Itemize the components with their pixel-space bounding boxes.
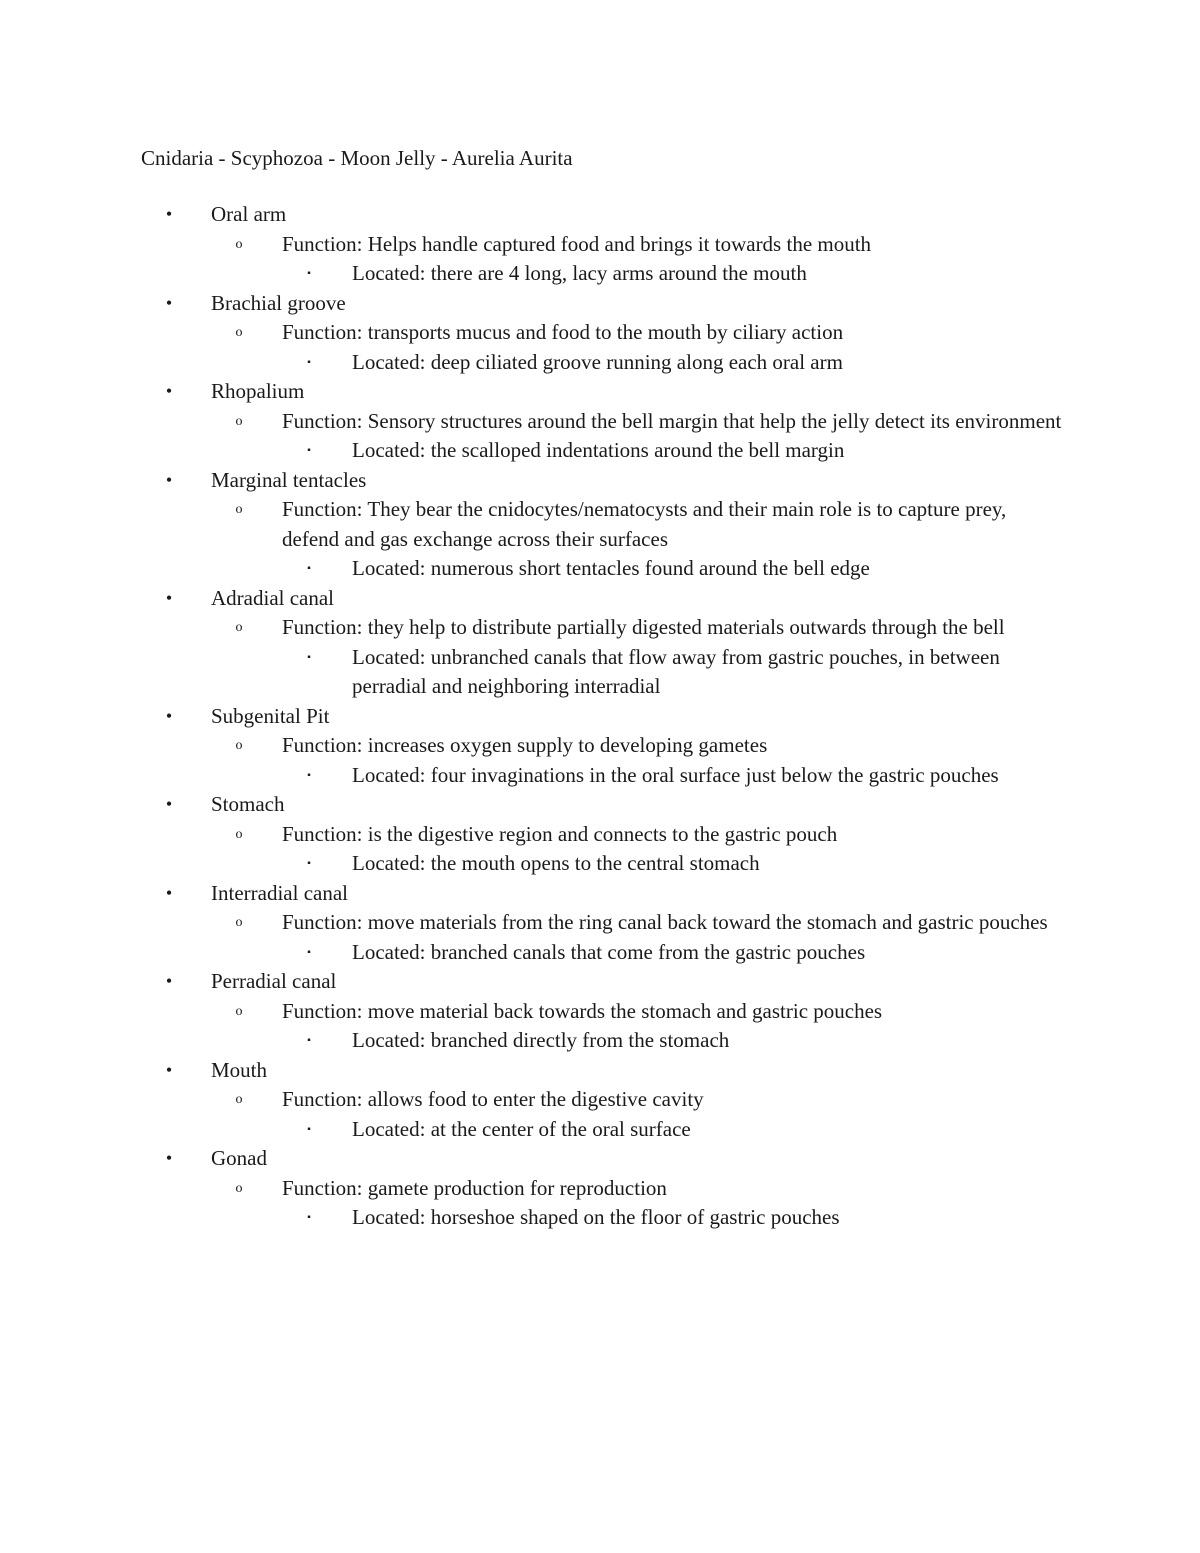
level2-bullet: o: [235, 915, 243, 930]
function-item: [0, 820, 1200, 879]
outline-item-oral-arm: [0, 200, 1200, 289]
outline-item-gonad: [0, 1144, 1200, 1233]
located-item: [0, 643, 1200, 702]
outline-item-mouth: [0, 1056, 1200, 1145]
document-title: Cnidaria - Scyphozoa - Moon Jelly - Aurelia Aurita: [141, 146, 573, 170]
outline-item-adradial-canal: [0, 584, 1200, 702]
located-text: Located: at the center of the oral surface: [352, 1116, 691, 1141]
term-label: Brachial groove: [211, 290, 346, 315]
function-item: [0, 495, 1200, 584]
located-item: [0, 348, 1200, 378]
outline-item-subgenital-pit: [0, 702, 1200, 791]
level2-bullet: o: [235, 826, 243, 842]
located-item: [0, 259, 1200, 289]
function-item: [0, 997, 1200, 1056]
located-text: Located: horseshoe shaped on the floor of gastric pouches: [352, 1205, 840, 1229]
level2-bullet: o: [235, 1003, 243, 1019]
located-text: Located: branched directly from the stomach: [352, 1028, 730, 1052]
term-label: Perradial canal: [211, 969, 337, 993]
located-text: Located: there are 4 long, lacy arms around the mouth: [352, 261, 807, 285]
function-item: [0, 230, 1200, 289]
function-text: Function: They bear the cnidocytes/nematocysts and their main role is to capture prey, defend and gas exchange across their surfaces: [282, 497, 1007, 551]
level3-bullet: ▪: [307, 563, 311, 574]
term-label: Interradial canal: [211, 880, 348, 905]
located-item: [0, 436, 1200, 466]
function-text: Function: they help to distribute partially digested materials outwards through the bell: [282, 615, 1005, 639]
located-item: [0, 761, 1200, 791]
term-label: Mouth: [211, 1057, 268, 1082]
level3-bullet: ▪: [307, 651, 311, 663]
level2-bullet: o: [235, 502, 243, 517]
located-item: [0, 938, 1200, 968]
located-text: Located: the mouth opens to the central stomach: [352, 851, 760, 875]
located-text: Located: four invaginations in the oral surface just below the gastric pouches: [352, 762, 999, 787]
level2-bullet: o: [235, 1092, 243, 1107]
function-item: [0, 318, 1200, 377]
outline-item-interradial-canal: [0, 879, 1200, 968]
function-item: [0, 407, 1200, 466]
level3-bullet: ▪: [307, 356, 311, 368]
level1-bullet: •: [165, 705, 173, 726]
located-text: Located: branched canals that come from the gastric pouches: [352, 939, 866, 964]
level3-bullet: ▪: [307, 858, 311, 869]
function-text: Function: gamete production for reproduction: [282, 1175, 667, 1200]
level2-bullet: o: [235, 236, 243, 252]
level3-bullet: ▪: [307, 946, 311, 958]
outline-list: [0, 200, 1200, 1233]
function-item: [0, 1174, 1200, 1233]
term-label: Subgenital Pit: [211, 703, 330, 728]
level1-bullet: •: [165, 381, 173, 401]
outline-item-rhopalium: [0, 377, 1200, 466]
located-item: [0, 849, 1200, 879]
level3-bullet: ▪: [307, 769, 311, 781]
term-label: Adradial canal: [211, 585, 335, 610]
function-item: [0, 908, 1200, 967]
function-item: [0, 731, 1200, 790]
function-text: Function: move materials from the ring canal back toward the stomach and gastric pouches: [282, 910, 1048, 934]
level1-bullet: •: [165, 587, 173, 608]
function-text: Function: increases oxygen supply to developing gametes: [282, 733, 768, 757]
outline-item-brachial-groove: [0, 289, 1200, 378]
term-label: Oral arm: [211, 202, 287, 226]
level3-bullet: ▪: [307, 268, 311, 279]
function-item: [0, 1085, 1200, 1144]
level1-bullet: •: [165, 469, 173, 490]
term-label: Gonad: [211, 1146, 267, 1170]
located-text: Located: numerous short tentacles found around the bell edge: [352, 556, 870, 580]
function-text: Function: transports mucus and food to the mouth by ciliary action: [282, 320, 844, 344]
function-text: Function: allows food to enter the digestive cavity: [282, 1087, 704, 1111]
located-item: [0, 1026, 1200, 1056]
outline-item-perradial-canal: [0, 967, 1200, 1056]
located-text: Located: unbranched canals that flow away from gastric pouches, in between perradial and neighboring interradial: [352, 644, 1000, 698]
level2-bullet: o: [235, 738, 243, 753]
level2-bullet: o: [235, 620, 243, 635]
level1-bullet: •: [165, 1059, 173, 1080]
level1-bullet: •: [165, 794, 173, 814]
located-text: Located: deep ciliated groove running along each oral arm: [352, 349, 843, 374]
function-text: Function: is the digestive region and connects to the gastric pouch: [282, 821, 838, 846]
located-item: [0, 1115, 1200, 1145]
function-text: Function: Sensory structures around the bell margin that help the jelly detect its environment: [282, 408, 1062, 433]
level2-bullet: o: [235, 1180, 243, 1196]
level1-bullet: •: [165, 971, 173, 991]
level1-bullet: •: [165, 882, 173, 903]
outline-item-marginal-tentacles: [0, 466, 1200, 584]
function-item: [0, 613, 1200, 702]
level1-bullet: •: [165, 204, 173, 224]
term-label: Stomach: [211, 792, 285, 816]
located-text: Located: the scalloped indentations around the bell margin: [352, 438, 845, 462]
level1-bullet: •: [165, 1148, 173, 1168]
term-label: Rhopalium: [211, 379, 305, 403]
level3-bullet: ▪: [307, 1123, 311, 1135]
level3-bullet: ▪: [307, 1212, 311, 1223]
term-label: Marginal tentacles: [211, 467, 367, 492]
level1-bullet: •: [165, 292, 173, 313]
level2-bullet: o: [235, 325, 243, 340]
outline-item-stomach: [0, 790, 1200, 879]
function-text: Function: Helps handle captured food and brings it towards the mouth: [282, 231, 872, 256]
function-text: Function: move material back towards the stomach and gastric pouches: [282, 998, 883, 1023]
level3-bullet: ▪: [307, 1035, 311, 1046]
located-item: [0, 1203, 1200, 1233]
level3-bullet: ▪: [307, 445, 311, 456]
level2-bullet: o: [235, 413, 243, 429]
located-item: [0, 554, 1200, 584]
